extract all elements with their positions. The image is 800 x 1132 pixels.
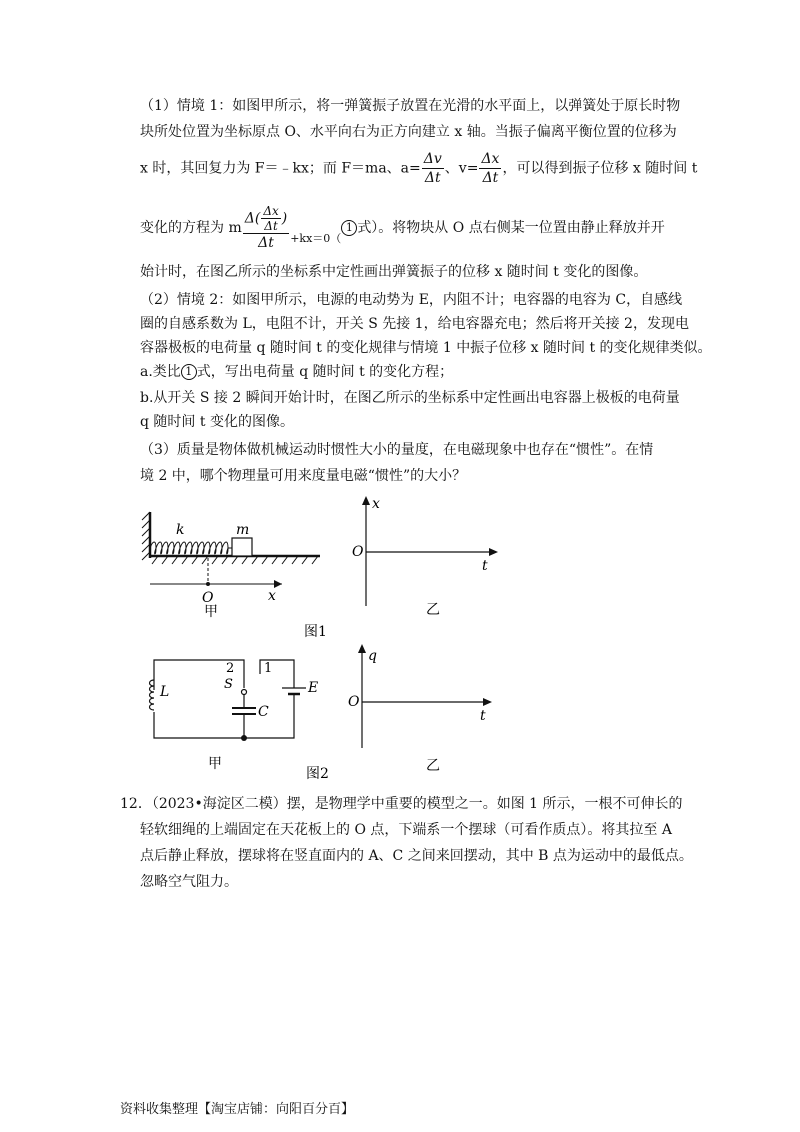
p1-line3-b: 、v= xyxy=(444,160,479,177)
fraction-dx-dt: $\frac{\Delta x}{\Delta t}$ xyxy=(481,151,500,186)
fraction-dv-dt: $\frac{\Delta v}{\Delta t}$ xyxy=(423,151,442,186)
axis-origin-O: O xyxy=(352,544,364,560)
x-axis-arrow-icon xyxy=(274,580,282,588)
circled-one: 1 xyxy=(341,220,357,236)
q12-line1: 12．（2023•海淀区二模）摆，是物理学中重要的模型之一。如图 1 所示，一根不可伸长的 xyxy=(120,796,683,812)
q12-line4: 忽略空气阻力。 xyxy=(140,874,238,890)
p2-item-b-line2: q 随时间 t 变化的图像。 xyxy=(140,414,294,430)
origin-dot xyxy=(206,582,210,586)
y-axis-arrow-icon xyxy=(362,496,370,505)
t-axis-2-arrow-icon xyxy=(483,698,492,706)
p1-line4-c: 式）。将物块从 O 点右侧某一位置由静止释放并开 xyxy=(357,220,665,236)
label-yi: 乙 xyxy=(426,602,440,618)
axis-origin-O-2: O xyxy=(348,694,360,710)
q-axis-arrow-icon xyxy=(358,644,366,653)
p2-line1: （2）情境 2：如图甲所示，电源的电动势为 E，内阻不计；电容器的电容为 C，自感线 xyxy=(140,292,683,308)
label-k: k xyxy=(176,522,185,538)
label-L: L xyxy=(160,684,170,700)
block-mass xyxy=(232,538,252,556)
label-jia: 甲 xyxy=(204,604,218,620)
p2-item-b-line1: b.从开关 S 接 2 瞬间开始计时，在图乙所示的坐标系中定性画出电容器上极板的电荷量 xyxy=(140,390,680,406)
label-E: E xyxy=(308,680,319,696)
p1-line1: （1）情境 1：如图甲所示，将一弹簧振子放置在光滑的水平面上，以弹簧处于原长时物 xyxy=(140,98,681,114)
axis-label-x: x xyxy=(372,496,380,512)
label-S: S xyxy=(224,677,233,692)
p3-line1: （3）质量是物体做机械运动时惯性大小的量度，在电磁现象中也存在“惯性”。在情 xyxy=(140,442,654,458)
label-C: C xyxy=(258,704,269,720)
circled-one: 1 xyxy=(181,364,197,380)
p1-line4-a: 变化的方程为 m xyxy=(140,220,242,236)
p2-line3: 容器极板的电荷量 q 随时间 t 的变化规律与情境 1 中振子位移 x 随时间 t 的变化规律类似。 xyxy=(140,340,712,356)
p1-line4-b: +kx＝0（ xyxy=(290,232,342,245)
figure-1-caption: 图1 xyxy=(304,624,327,640)
spring xyxy=(150,542,232,554)
label-x: x xyxy=(268,588,276,604)
footer-source: 资料收集整理【淘宝店铺：向阳百分百】 xyxy=(120,1102,355,1117)
fig2-qt-axes xyxy=(348,644,492,774)
q12-line3: 点后静止释放，摆球将在竖直面内的 A、C 之间来回摆动，其中 B 点为运动中的最低点。 xyxy=(140,848,693,864)
figure-2-caption: 图2 xyxy=(306,766,329,782)
p1-line3-c: ，可以得到振子位移 x 随时间 t xyxy=(502,160,698,177)
p1-line2: 块所处位置为坐标原点 O、水平向右为正方向建立 x 轴。当振子偏离平衡位置的位移为 xyxy=(140,124,677,140)
fig1-xt-axes xyxy=(352,496,498,618)
label-terminal-2: 2 xyxy=(226,661,235,676)
p2-item-a: a.类比 1 式，写出电荷量 q 随时间 t 的变化方程； xyxy=(140,364,454,380)
fraction-second-derivative: Δ( $\frac{\Delta x}{\Delta t}$ ) Δt xyxy=(244,204,288,251)
axis-label-t: t xyxy=(482,558,488,574)
label-yi-2: 乙 xyxy=(426,758,440,774)
p1-line3-a: x 时，其回复力为 F＝﹣kx；而 F＝ma、a= xyxy=(140,160,421,177)
label-m: m xyxy=(236,522,250,538)
axis-label-t-2: t xyxy=(480,708,486,724)
q12-line2: 轻软细绳的上端固定在天花板上的 O 点，下端系一个摆球（可看作质点）。将其拉至 A xyxy=(140,822,672,838)
switch-pivot xyxy=(242,690,247,695)
t-axis-arrow-icon xyxy=(489,548,498,556)
p1-line5: 始计时，在图乙所示的坐标系中定性画出弹簧振子的位移 x 随时间 t 变化的图像。 xyxy=(140,264,648,280)
label-terminal-1: 1 xyxy=(264,661,273,676)
junction-dot xyxy=(241,735,247,741)
axis-label-q: q xyxy=(368,648,377,664)
label-jia-2: 甲 xyxy=(208,756,222,772)
label-O: O xyxy=(202,590,214,606)
fig1-spring-oscillator xyxy=(142,512,320,620)
inductor xyxy=(150,680,155,710)
p2-line2: 圈的自感系数为 L，电阻不计，开关 S 先接 1，给电容器充电；然后将开关接 2，发现电 xyxy=(140,316,689,332)
p3-line2: 境 2 中，哪个物理量可用来度量电磁“惯性”的大小？ xyxy=(140,468,467,484)
